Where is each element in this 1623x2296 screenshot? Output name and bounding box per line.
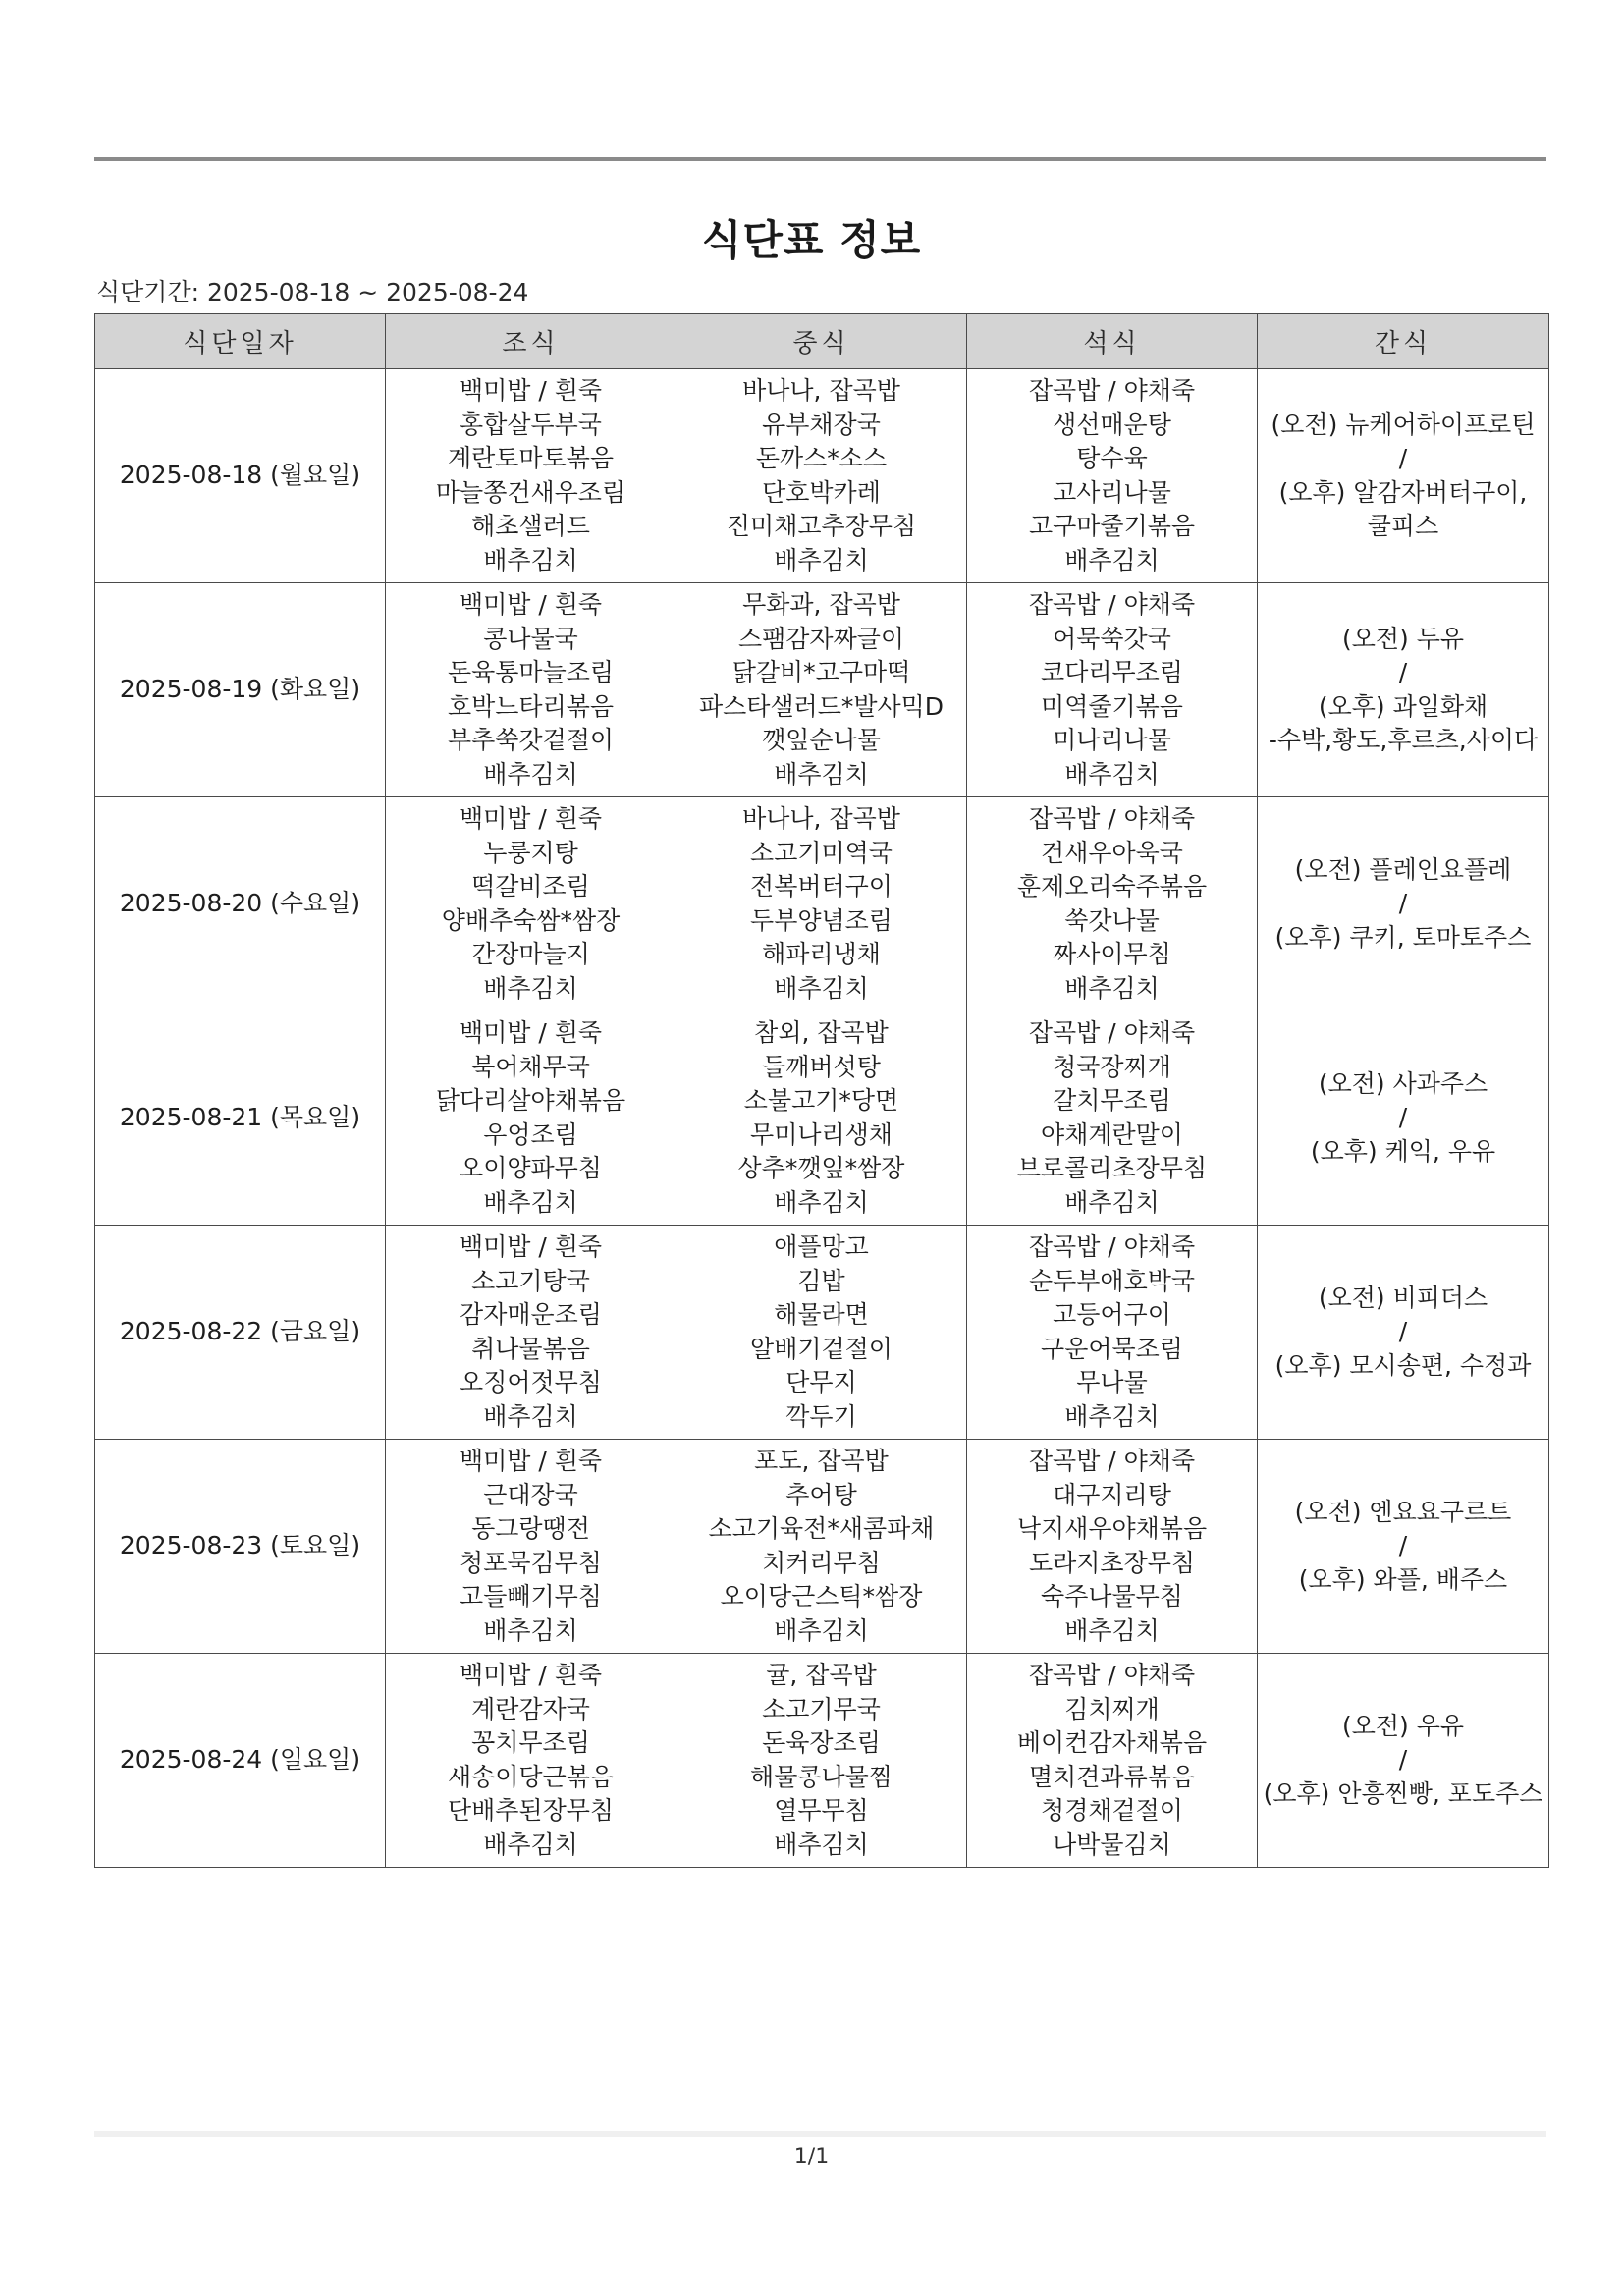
- menu-item: 참외, 잡곡밥: [754, 1018, 889, 1047]
- menu-item: 소고기무국: [762, 1694, 881, 1723]
- menu-item: 소고기탕국: [471, 1266, 590, 1295]
- menu-item: 베이컨감자채볶음: [1016, 1728, 1208, 1757]
- menu-item: 건새우아욱국: [1041, 838, 1183, 867]
- menu-item: 배추김치: [774, 1830, 869, 1859]
- menu-item: 양배추숙쌈*쌈장: [441, 905, 621, 935]
- header-lunch: 중식: [676, 314, 967, 369]
- table-row: [95, 1226, 1549, 1440]
- snack-cell: [1258, 797, 1549, 1011]
- menu-item: 배추김치: [774, 1187, 869, 1217]
- menu-item: 백미밥 / 흰죽: [459, 590, 603, 619]
- menu-item: 배추김치: [1064, 1615, 1160, 1645]
- menu-item: 잡곡밥 / 야채죽: [1028, 1447, 1196, 1475]
- menu-item: 숙주나물무침: [1041, 1582, 1183, 1611]
- menu-item: (오후) 알감자버터구이,: [1278, 477, 1528, 507]
- date-cell: 2025-08-19 (화요일): [95, 583, 386, 797]
- menu-item: 나박물김치: [1053, 1830, 1171, 1859]
- table-row: [95, 369, 1549, 583]
- menu-item: (오후) 와플, 배주스: [1298, 1564, 1508, 1594]
- breakfast-cell: [386, 369, 676, 583]
- table-row: [95, 1440, 1549, 1654]
- menu-item: 짜사이무침: [1053, 940, 1171, 968]
- menu-item: 무나물: [1076, 1368, 1148, 1396]
- lunch-cell: [676, 583, 967, 797]
- menu-item: 무미나리생채: [750, 1120, 893, 1149]
- menu-item: 야채계란말이: [1041, 1120, 1183, 1149]
- dinner-cell: [967, 583, 1258, 797]
- menu-item: 마늘쫑건새우조림: [435, 477, 626, 507]
- menu-item: 해물콩나물찜: [750, 1762, 893, 1791]
- header-dinner: 석식: [967, 314, 1258, 369]
- menu-item: 구운어묵조림: [1041, 1334, 1183, 1363]
- menu-item: 바나나, 잡곡밥: [742, 804, 900, 833]
- menu-item: 잡곡밥 / 야채죽: [1028, 1232, 1196, 1261]
- menu-item: 동그랑땡전: [471, 1514, 590, 1543]
- menu-item: /: [1398, 1317, 1408, 1346]
- menu-item: 백미밥 / 흰죽: [459, 1018, 603, 1047]
- menu-item: 고사리나물: [1053, 477, 1171, 507]
- header-date: 식단일자: [95, 314, 386, 369]
- menu-item: 포도, 잡곡밥: [754, 1447, 889, 1475]
- lunch-cell: [676, 1654, 967, 1868]
- menu-item: 감자매운조림: [460, 1300, 602, 1329]
- lunch-cell: [676, 1440, 967, 1654]
- lunch-cell: [676, 1226, 967, 1440]
- date-cell: 2025-08-23 (토요일): [95, 1440, 386, 1654]
- menu-item: 잡곡밥 / 야채죽: [1028, 1661, 1196, 1689]
- menu-item: 배추김치: [1064, 1187, 1160, 1217]
- menu-item: (오후) 케익, 우유: [1310, 1136, 1496, 1166]
- menu-item: 멸치견과류볶음: [1028, 1762, 1196, 1791]
- menu-item: (오후) 과일화채: [1318, 691, 1488, 721]
- menu-item: 해초샐러드: [471, 512, 590, 540]
- menu-item: 백미밥 / 흰죽: [459, 376, 603, 405]
- menu-item: 간장마늘지: [471, 940, 590, 968]
- menu-item: (오전) 두유: [1341, 624, 1465, 653]
- menu-item: 소불고기*당면: [743, 1086, 899, 1115]
- menu-item: 김치찌개: [1064, 1694, 1160, 1723]
- meal-table: [94, 313, 1549, 1868]
- menu-item: 우엉조림: [483, 1120, 578, 1149]
- menu-item: 백미밥 / 흰죽: [459, 1447, 603, 1475]
- table-row: [95, 583, 1549, 797]
- menu-item: (오전) 엔요요구르트: [1294, 1497, 1512, 1526]
- menu-item: 백미밥 / 흰죽: [459, 804, 603, 833]
- menu-item: 깍두기: [785, 1401, 857, 1431]
- menu-item: 애플망고: [774, 1232, 869, 1261]
- menu-item: 청경채겉절이: [1041, 1796, 1183, 1825]
- menu-item: 단호박카레: [762, 477, 881, 507]
- menu-item: 잡곡밥 / 야채죽: [1028, 804, 1196, 833]
- menu-item: (오전) 뉴케어하이프로틴: [1271, 410, 1536, 439]
- menu-item: 해파리냉채: [762, 940, 881, 968]
- menu-item: 순두부애호박국: [1028, 1266, 1196, 1295]
- menu-item: 배추김치: [1064, 759, 1160, 789]
- menu-item: 닭갈비*고구마떡: [731, 658, 911, 686]
- menu-item: (오후) 안흥찐빵, 포도주스: [1263, 1778, 1543, 1808]
- menu-item: 배추김치: [1064, 545, 1160, 574]
- dinner-cell: [967, 1011, 1258, 1226]
- menu-item: 홍합살두부국: [460, 410, 602, 439]
- menu-item: 어묵쑥갓국: [1053, 624, 1171, 653]
- menu-item: 오이당근스틱*쌈장: [720, 1582, 923, 1611]
- menu-item: 배추김치: [774, 545, 869, 574]
- menu-item: 브로콜리초장무침: [1016, 1154, 1208, 1182]
- menu-item: /: [1398, 889, 1408, 918]
- menu-item: 부추쑥갓겉절이: [447, 726, 615, 754]
- menu-item: 호박느타리볶음: [447, 691, 615, 721]
- lunch-cell: [676, 1011, 967, 1226]
- menu-item: (오후) 쿠키, 토마토주스: [1274, 922, 1532, 952]
- menu-item: 스팸감자짜글이: [737, 624, 905, 653]
- menu-item: 전복버터구이: [750, 872, 893, 901]
- menu-item: 계란감자국: [471, 1694, 590, 1723]
- menu-item: 청포묵김무침: [460, 1548, 602, 1577]
- menu-item: 돈육통마늘조림: [447, 658, 615, 686]
- menu-item: 청국장찌개: [1053, 1052, 1171, 1081]
- menu-item: 미역줄기볶음: [1041, 691, 1183, 721]
- date-cell: 2025-08-22 (금요일): [95, 1226, 386, 1440]
- dinner-cell: [967, 1440, 1258, 1654]
- menu-item: 단무지: [785, 1368, 857, 1396]
- menu-item: 파스타샐러드*발사믹D: [698, 691, 945, 721]
- menu-item: 배추김치: [483, 1401, 578, 1431]
- menu-item: 잡곡밥 / 야채죽: [1028, 1018, 1196, 1047]
- table-body: [95, 369, 1549, 1868]
- menu-item: 고등어구이: [1053, 1300, 1171, 1329]
- menu-item: 잡곡밥 / 야채죽: [1028, 590, 1196, 619]
- menu-item: /: [1398, 1745, 1408, 1775]
- menu-item: 배추김치: [483, 1830, 578, 1859]
- menu-item: 고들빼기무침: [460, 1582, 602, 1611]
- menu-item: 훈제오리숙주볶음: [1016, 872, 1208, 901]
- menu-item: 취나물볶음: [471, 1334, 590, 1363]
- page-number: 1/1: [793, 2145, 830, 2169]
- menu-item: 떡갈비조림: [471, 872, 590, 901]
- menu-item: 새송이당근볶음: [447, 1762, 615, 1791]
- menu-item: 소고기미역국: [750, 838, 893, 867]
- menu-item: 오이양파무침: [460, 1154, 602, 1182]
- menu-item: 김밥: [797, 1266, 845, 1295]
- menu-item: 갈치무조림: [1053, 1086, 1171, 1115]
- menu-item: (오후) 모시송편, 수정과: [1274, 1350, 1532, 1380]
- menu-item: 콩나물국: [483, 624, 578, 653]
- top-divider: [94, 157, 1546, 161]
- footer-divider: [94, 2131, 1546, 2137]
- menu-item: 유부채장국: [762, 410, 881, 439]
- menu-item: 꽁치무조림: [471, 1728, 590, 1757]
- menu-item: /: [1398, 444, 1408, 472]
- breakfast-cell: [386, 1011, 676, 1226]
- page-title: 식단표 정보: [701, 216, 922, 264]
- menu-item: 배추김치: [774, 759, 869, 789]
- snack-cell: [1258, 1226, 1549, 1440]
- menu-item: 계란토마토볶음: [447, 444, 615, 472]
- menu-item: (오전) 플레인요플레: [1294, 854, 1512, 884]
- table-row: [95, 1011, 1549, 1226]
- menu-item: 오징어젓무침: [460, 1368, 602, 1396]
- menu-item: 대구지리탕: [1053, 1480, 1171, 1509]
- snack-cell: [1258, 583, 1549, 797]
- snack-cell: [1258, 1654, 1549, 1868]
- menu-item: /: [1398, 1103, 1408, 1132]
- menu-item: 귤, 잡곡밥: [766, 1661, 877, 1689]
- menu-item: 배추김치: [1064, 1401, 1160, 1431]
- menu-item: 근대장국: [483, 1480, 578, 1509]
- lunch-cell: [676, 369, 967, 583]
- table-row: [95, 1654, 1549, 1868]
- menu-item: (오전) 우유: [1341, 1711, 1465, 1740]
- menu-item: 미나리나물: [1053, 726, 1171, 754]
- menu-item: 쑥갓나물: [1064, 905, 1160, 935]
- snack-cell: [1258, 1440, 1549, 1654]
- menu-item: 배추김치: [483, 1615, 578, 1645]
- menu-item: 탕수육: [1076, 444, 1148, 472]
- menu-item: 고구마줄기볶음: [1028, 512, 1196, 540]
- dinner-cell: [967, 1226, 1258, 1440]
- menu-item: 추어탕: [785, 1480, 857, 1509]
- menu-item: 배추김치: [1064, 973, 1160, 1003]
- menu-item: 열무무침: [774, 1796, 869, 1825]
- menu-item: 소고기육전*새콤파채: [708, 1514, 935, 1543]
- menu-item: 낙지새우야채볶음: [1016, 1514, 1208, 1543]
- menu-item: 닭다리살야채볶음: [435, 1086, 626, 1115]
- menu-item: -수박,황도,후르츠,사이다: [1268, 726, 1539, 754]
- lunch-cell: [676, 797, 967, 1011]
- breakfast-cell: [386, 797, 676, 1011]
- menu-item: 도라지초장무침: [1028, 1548, 1196, 1577]
- menu-item: 알배기겉절이: [750, 1334, 893, 1363]
- menu-item: 배추김치: [774, 1615, 869, 1645]
- menu-item: /: [1398, 1531, 1408, 1560]
- snack-cell: [1258, 1011, 1549, 1226]
- menu-item: (오전) 비피더스: [1318, 1283, 1488, 1312]
- dinner-cell: [967, 797, 1258, 1011]
- menu-item: 배추김치: [483, 973, 578, 1003]
- menu-item: 진미채고추장무침: [726, 512, 917, 540]
- date-cell: 2025-08-18 (월요일): [95, 369, 386, 583]
- snack-cell: [1258, 369, 1549, 583]
- menu-item: 바나나, 잡곡밥: [742, 376, 900, 405]
- breakfast-cell: [386, 583, 676, 797]
- menu-item: 북어채무국: [471, 1052, 590, 1081]
- table-header-row: [95, 314, 1549, 369]
- dinner-cell: [967, 369, 1258, 583]
- menu-item: (오전) 사과주스: [1318, 1068, 1488, 1098]
- table-row: [95, 797, 1549, 1011]
- breakfast-cell: [386, 1226, 676, 1440]
- menu-item: /: [1398, 658, 1408, 686]
- date-cell: 2025-08-24 (일요일): [95, 1654, 386, 1868]
- date-cell: 2025-08-20 (수요일): [95, 797, 386, 1011]
- menu-item: 누룽지탕: [483, 838, 578, 867]
- menu-item: 배추김치: [483, 545, 578, 574]
- header-snack: 간식: [1258, 314, 1549, 369]
- menu-item: 잡곡밥 / 야채죽: [1028, 376, 1196, 405]
- dinner-cell: [967, 1654, 1258, 1868]
- menu-item: 돈육장조림: [762, 1728, 881, 1757]
- menu-item: 백미밥 / 흰죽: [459, 1661, 603, 1689]
- menu-item: 단배추된장무침: [447, 1796, 615, 1825]
- menu-item: 상추*깻잎*쌈장: [737, 1154, 905, 1182]
- menu-item: 코다리무조림: [1041, 658, 1183, 686]
- breakfast-cell: [386, 1654, 676, 1868]
- menu-item: 무화과, 잡곡밥: [742, 590, 900, 619]
- menu-item: 두부양념조림: [750, 905, 893, 935]
- breakfast-cell: [386, 1440, 676, 1654]
- menu-item: 생선매운탕: [1053, 410, 1171, 439]
- header-breakfast: 조식: [386, 314, 676, 369]
- menu-item: 백미밥 / 흰죽: [459, 1232, 603, 1261]
- menu-item: 쿨피스: [1367, 512, 1439, 540]
- menu-item: 치커리무침: [762, 1548, 881, 1577]
- menu-item: 해물라면: [774, 1300, 869, 1329]
- menu-item: 배추김치: [483, 759, 578, 789]
- date-cell: 2025-08-21 (목요일): [95, 1011, 386, 1226]
- menu-item: 깻잎순나물: [762, 726, 881, 754]
- menu-item: 배추김치: [483, 1187, 578, 1217]
- meal-period: 식단기간: 2025-08-18 ~ 2025-08-24: [96, 278, 529, 306]
- menu-item: 배추김치: [774, 973, 869, 1003]
- menu-item: 돈까스*소스: [755, 444, 888, 472]
- menu-item: 들깨버섯탕: [762, 1052, 881, 1081]
